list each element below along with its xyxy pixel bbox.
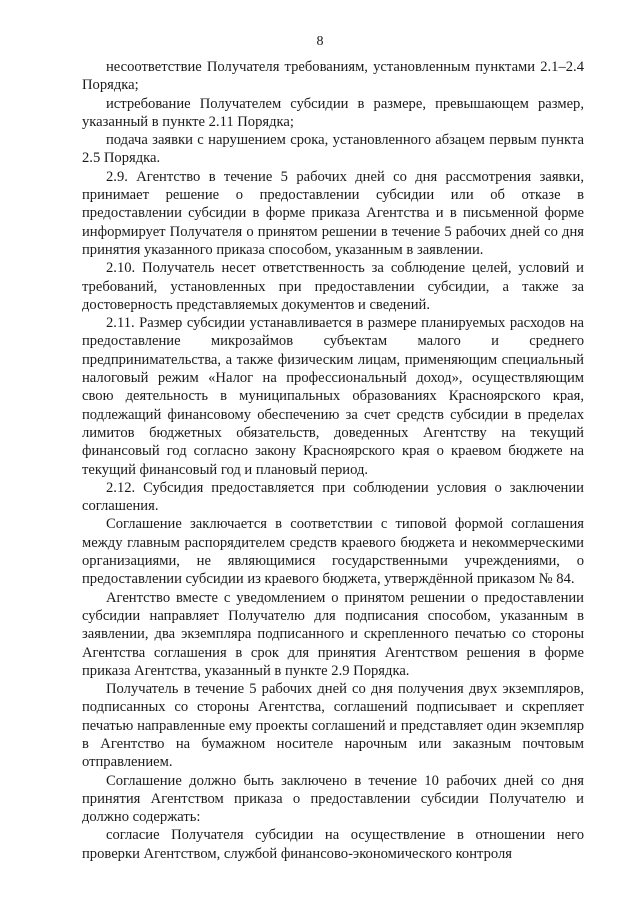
paragraph-12: согласие Получателя субсидии на осуществление в отношении него проверки Агентством, службой финансово-экономического контроля (82, 827, 584, 862)
paragraph-8: Соглашение заключается в соответствии с типовой формой соглашения между главным распорядителем средств краевого бюджета и некоммерческими организациями, не являющимися государственными учреждениями, о предоставлении субсидии из краевого бюджета, утверждённой приказом № 84. (82, 516, 584, 588)
page-number: 8 (316, 34, 324, 49)
paragraph-3: подача заявки с нарушением срока, установленного абзацем первым пункта 2.5 Порядка. (82, 132, 584, 167)
paragraph-7-section-2-12: 2.12. Субсидия предоставляется при соблюдении условия о заключении соглашения. (82, 479, 584, 515)
paragraph-4-section-2-9: 2.9. Агентство в течение 5 рабочих дней со дня рассмотрения заявки, принимает решение о предоставлении субсидии или об отказе в предоставлении субсидии в форме приказа Агентства и в письменной форме информирует Получателя о принятом решении в течение 5 рабочих дней со дня принятия указанного приказа способом, указанным в заявлении. (82, 168, 584, 258)
document-body (82, 58, 584, 863)
paragraph-5-section-2-10: 2.10. Получатель несет ответственность за соблюдение целей, условий и требований, установленных при предоставлении субсидии, а также за достоверность представляемых документов и сведений. (82, 260, 584, 313)
paragraph-1: несоответствие Получателя требованиям, установленным пунктами 2.1–2.4 Порядка; (82, 59, 584, 94)
paragraph-10: Получатель в течение 5 рабочих дней со дня получения двух экземпляров, подписанных со стороны Агентства, соглашений подписывает и скрепляет печатью направленные ему проекты соглашений и представляет один экземпляр в Агентство на бумажном носителе нарочным или заказным почтовым отправлением. (82, 681, 584, 771)
paragraph-2: истребование Получателем субсидии в размере, превышающем размер, указанный в пункте 2.11 Порядка; (82, 95, 584, 130)
paragraph-6-section-2-11: 2.11. Размер субсидии устанавливается в размере планируемых расходов на предоставление микрозаймов субъектам малого и среднего предпринимательства, а также физическим лицам, применяющим специальный налоговый режим «Налог на профессиональный доход», осуществляющим свою деятельность в муниципальных образованиях Красноярского края, подлежащий финансовому обеспечению за счет средств субсидии в пределах лимитов бюджетных обязательств, доведенных Агентству на текущий финансовый год согласно закону Красноярского края о краевом бюджете на текущий финансовый год и плановый период. (82, 315, 584, 478)
paragraph-11: Соглашение должно быть заключено в течение 10 рабочих дней со дня принятия Агентством приказа о предоставлении субсидии Получателю и должно содержать: (82, 772, 584, 826)
paragraph-9: Агентство вместе с уведомлением о принятом решении о предоставлении субсидии направляет Получателю для подписания способом, указанным в заявлении, два экземпляра подписанного и скрепленного печатью со стороны Агентства соглашения в срок для принятия Агентством решения в форме приказа Агентства, указанный в пункте 2.9 Порядка. (82, 589, 584, 679)
